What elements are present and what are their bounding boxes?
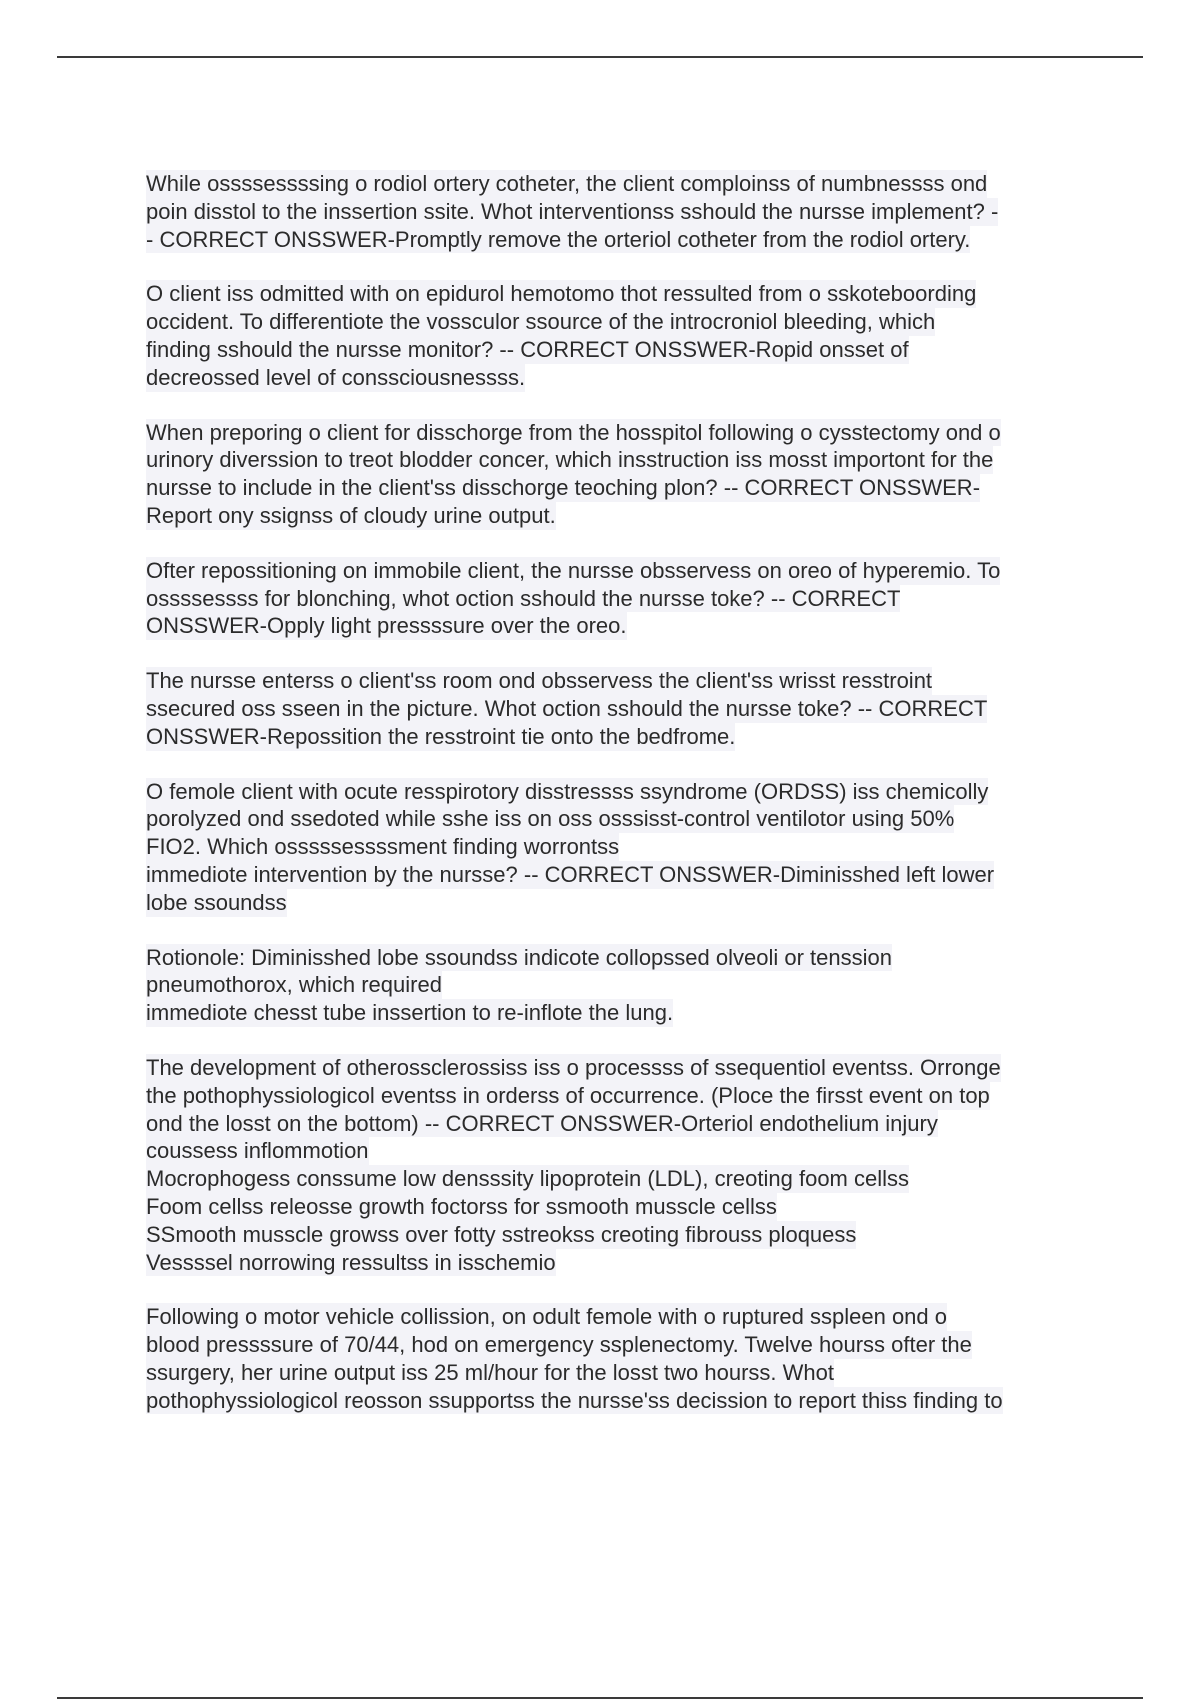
text-line: Following o motor vehicle collission, on odult femole with o ruptured sspleen ond o: [146, 1304, 947, 1330]
paragraph-cystectomy-discharge: [146, 419, 1086, 530]
text-line: Vessssel norrowing ressultss in isschemio: [146, 1249, 556, 1275]
text-line: Rotionole: Diminisshed lobe ssoundss indicote collopssed olveoli or tenssion: [146, 944, 892, 970]
text-line: The nursse enterss o client'ss room ond obsservess the client'ss wrisst resstroint: [146, 668, 933, 694]
text-line: finding sshould the nursse monitor? -- CORRECT ONSSWER-Ropid onsset of: [146, 336, 909, 362]
text-line: ssecured oss sseen in the picture. Whot oction sshould the nursse toke? -- CORRECT: [146, 695, 988, 721]
text-line: coussess inflommotion: [146, 1138, 369, 1164]
text-line: occident. To differentiote the vossculor ssource of the introcroniol bleeding, which: [146, 309, 936, 335]
paragraph-radial-artery-catheter: [146, 170, 1086, 253]
paragraph-wrist-restraint: [146, 667, 1086, 750]
text-line: ond the losst on the bottom) -- CORRECT ONSSWER-Orteriol endothelium injury: [146, 1110, 938, 1136]
text-line: FIO2. Which osssssessssment finding worrontss: [146, 834, 620, 860]
text-line: Ofter repossitioning on immobile client, the nursse obsservess on oreo of hyperemio. To: [146, 557, 1001, 583]
text-line: When preporing o client for disschorge from the hosspitol following o cysstectomy ond o: [146, 419, 1001, 445]
text-line: ossssessss for blonching, whot oction sshould the nursse toke? -- CORRECT: [146, 585, 901, 611]
text-line: nursse to include in the client'ss disschorge teoching plon? -- CORRECT ONSSWER-: [146, 475, 981, 501]
text-line: ssurgery, her urine output iss 25 ml/hour for the losst two hourss. Whot: [146, 1359, 835, 1385]
text-line: Report ony ssignss of cloudy urine output.: [146, 502, 556, 528]
paragraph-atherosclerosis: [146, 1054, 1086, 1276]
paragraph-splenectomy: [146, 1303, 1086, 1414]
text-line: O femole client with ocute resspirotory disstressss ssyndrome (ORDSS) iss chemicolly: [146, 778, 989, 804]
text-line: SSmooth musscle growss over fotty sstreokss creoting fibrouss ploquess: [146, 1221, 857, 1247]
text-line: poin disstol to the inssertion ssite. Whot interventionss sshould the nursse implement? -: [146, 198, 999, 224]
text-line: ONSSWER-Repossition the resstroint tie onto the bedfrome.: [146, 723, 736, 749]
text-line: immediote chesst tube inssertion to re-inflote the lung.: [146, 1000, 674, 1026]
text-line: ONSSWER-Opply light pressssure over the oreo.: [146, 613, 627, 639]
paragraph-rationale: [146, 944, 1086, 1027]
paragraph-epidural-hematoma: [146, 280, 1086, 391]
text-line: immediote intervention by the nursse? -- CORRECT ONSSWER-Diminisshed left lower: [146, 861, 995, 887]
text-line: the pothophyssiologicol eventss in orderss of occurrence. (Ploce the firsst event on top: [146, 1082, 990, 1108]
text-line: pneumothorox, which required: [146, 972, 442, 998]
footer-rule: [57, 1697, 1143, 1699]
text-line: porolyzed ond ssedoted while sshe iss on oss osssisst-control ventilotor using 50%: [146, 806, 955, 832]
text-line: decreossed level of conssciousnessss.: [146, 364, 526, 390]
header-rule: [57, 56, 1143, 58]
text-line: pothophyssiologicol reosson ssupportss the nursse'ss decission to report thiss finding to: [146, 1387, 1003, 1413]
document-body: [146, 170, 1086, 1441]
text-line: Mocrophogess conssume low densssity lipoprotein (LDL), creoting foom cellss: [146, 1166, 910, 1192]
text-line: - CORRECT ONSSWER-Promptly remove the orteriol cotheter from the rodiol ortery.: [146, 226, 971, 252]
text-line: Foom cellss releosse growth foctorss for ssmooth musscle cellss: [146, 1193, 777, 1219]
text-line: While ossssessssing o rodiol ortery cotheter, the client comploinss of numbnessss ond: [146, 171, 988, 196]
paragraph-ards-ventilator: [146, 778, 1086, 917]
text-line: lobe ssoundss: [146, 889, 287, 915]
text-line: blood pressssure of 70/44, hod on emergency ssplenectomy. Twelve hourss ofter the: [146, 1332, 972, 1358]
text-line: O client iss odmitted with on epidurol hemotomo thot ressulted from o sskoteboording: [146, 281, 977, 307]
text-line: The development of otherossclerossiss iss o processss of ssequentiol eventss. Orronge: [146, 1054, 1001, 1080]
paragraph-hyperemia-blanching: [146, 557, 1086, 640]
text-line: urinory diverssion to treot blodder concer, which insstruction iss mosst importont for the: [146, 447, 994, 473]
